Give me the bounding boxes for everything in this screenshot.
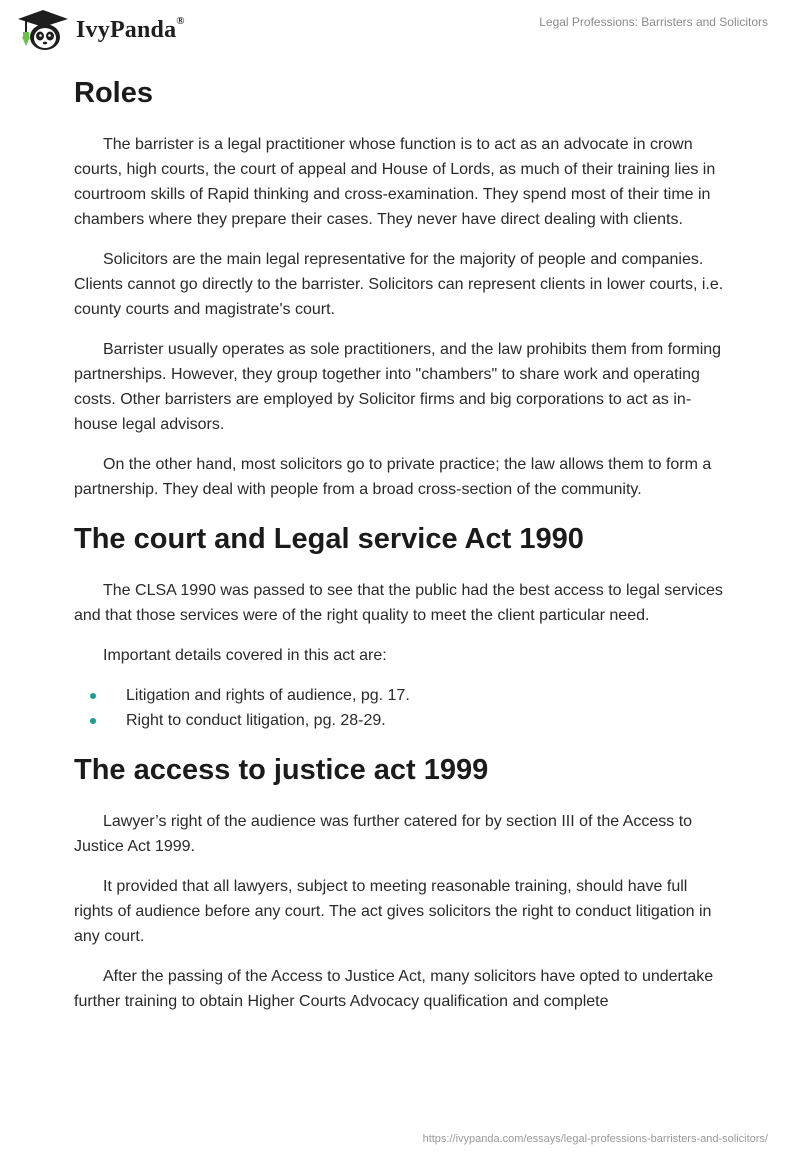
section-heading-roles: Roles — [74, 77, 153, 109]
paragraph: Barrister usually operates as sole practitioners, and the law prohibits them from forming partnerships. However, they group together into "chambers" to share work and operating costs. Other barristers are employed by Solicitor firms and big corporations to act as in-house legal advisors. — [74, 341, 722, 433]
registered-mark: ® — [176, 14, 185, 27]
page-header — [0, 0, 800, 64]
paragraph: After the passing of the Access to Justice Act, many solicitors have opted to undertake further training to obtain Higher Courts Advocacy qualification and complete — [74, 968, 714, 1010]
list-item — [74, 683, 726, 708]
bullet-list — [74, 683, 726, 733]
paragraph: On the other hand, most solicitors go to private practice; the law allows them to form a partnership. They deal with people from a broad cross-section of the community. — [74, 456, 712, 498]
paragraph: It provided that all lawyers, subject to meeting reasonable training, should have full rights of audience before any court. The act gives solicitors the right to conduct litigation in any court. — [74, 878, 712, 945]
paragraph: The CLSA 1990 was passed to see that the public had the best access to legal services and that those services were of the right quality to meet the client particular need. — [74, 582, 723, 624]
brand-logo[interactable] — [14, 8, 185, 52]
list-item-text: Litigation and rights of audience, pg. 17. — [126, 687, 410, 704]
paragraph: Lawyer’s right of the audience was further catered for by section III of the Access to Justice Act 1999. — [74, 813, 693, 855]
section-heading-access-to-justice-1999: The access to justice act 1999 — [74, 754, 489, 786]
section-heading-clsa-1990: The court and Legal service Act 1990 — [74, 523, 584, 555]
panda-graduate-icon — [14, 8, 72, 52]
document-title: Legal Professions: Barristers and Solicitors — [539, 15, 768, 29]
list-item-text: Right to conduct litigation, pg. 28-29. — [126, 712, 386, 729]
paragraph: Important details covered in this act are: — [103, 647, 387, 664]
essay-body — [74, 70, 726, 1029]
source-url[interactable]: https://ivypanda.com/essays/legal-professions-barristers-and-solicitors/ — [422, 1133, 768, 1145]
list-item — [74, 708, 726, 733]
paragraph: Solicitors are the main legal representative for the majority of people and companies. Clients cannot go directly to the barrister. Solicitors can represent clients in lower courts, i.e. county courts and magistrate's court. — [74, 251, 724, 318]
brand-name — [76, 14, 185, 44]
paragraph: The barrister is a legal practitioner whose function is to act as an advocate in crown courts, high courts, the court of appeal and House of Lords, as much of their training lies in courtroom skills of Rapid thinking and cross-examination. They spend most of their time in chambers where they prepare their cases. They never have direct dealing with clients. — [74, 136, 716, 228]
bullet-dot-icon — [90, 693, 96, 699]
brand-text: IvyPanda — [76, 16, 177, 43]
bullet-dot-icon — [90, 718, 96, 724]
